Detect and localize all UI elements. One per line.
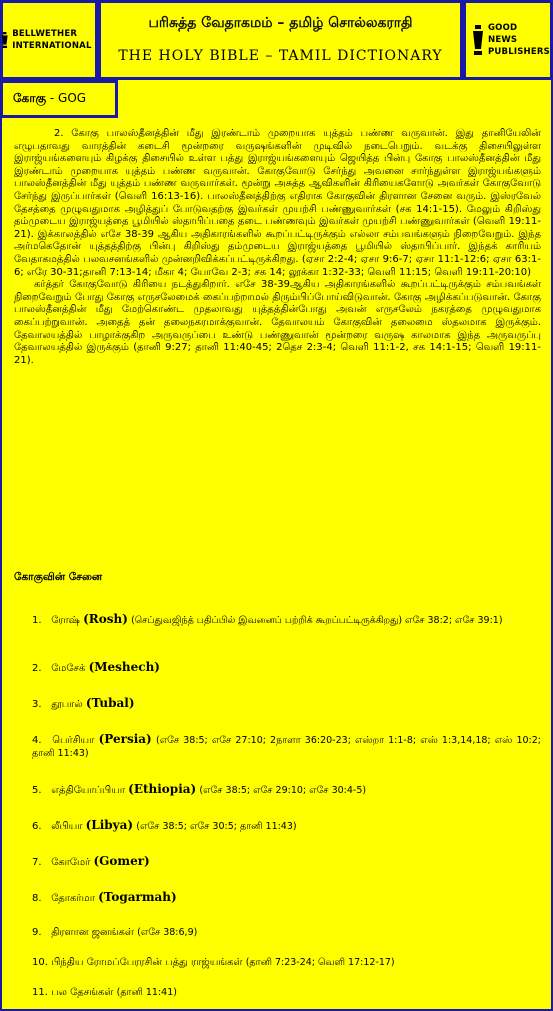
entry-separator: -: [46, 91, 59, 105]
item-tamil: லீபியா: [51, 821, 83, 832]
item-number: 9.: [32, 927, 42, 938]
item-reference: (தானி 7:23-24; வெளி 17:12-17): [245, 957, 395, 968]
item-number: 4.: [32, 735, 42, 746]
good-news-logo: [463, 0, 553, 80]
item-tamil: பெர்சியா: [52, 735, 95, 746]
item-english: (Ethiopia): [128, 782, 197, 796]
entry-word-tamil: கோகு: [13, 91, 47, 105]
list-item: [32, 783, 541, 797]
list-item: [32, 985, 541, 999]
item-number: 5.: [32, 785, 42, 796]
left-logo-text: BELLWETHER INTERNATIONAL: [12, 29, 92, 51]
item-number: 11.: [32, 987, 48, 998]
item-tamil: தோகர்மா: [51, 893, 95, 904]
item-english: (Persia): [98, 732, 152, 746]
item-tamil: திரளான ஜனங்கள்: [51, 927, 134, 938]
item-english: (Togarmah): [98, 890, 177, 904]
list-item: [32, 819, 541, 833]
item-number: 1.: [32, 615, 42, 626]
item-number: 6.: [32, 821, 42, 832]
list-item: [32, 733, 541, 760]
item-tamil: மேசேக்: [51, 663, 86, 674]
entry-word-english: GOG: [58, 91, 87, 105]
title-box: [98, 0, 463, 80]
list-item: [32, 661, 541, 675]
item-english: (Libya): [85, 818, 134, 832]
section-title: கோகுவின் சேனை: [14, 571, 103, 583]
item-tamil: பல தேசங்கள்: [51, 987, 114, 998]
header: [0, 0, 553, 80]
item-number: 7.: [32, 857, 42, 868]
list-item: [32, 955, 541, 969]
paragraph: கர்த்தர் கோகுவோடு கிரியை நடத்துகிறார். எசே 38-39ஆகிய அதிகாரங்களில் கூறப்பட்டிருக்கும் சம்பவங்கள் நிறைவேறும் போது கோகு எருசலேமைக் கைப்பற்றாமல் திரும்பிப்போய்விடுவான். கோகு அழிக்கப்படுவான். கோகு பாலஸ்தீனத்தின் மீது மேற்கொண்ட முதலாவது யுத்தத்தின்போது அவன் எருசலேம் நகரத்தை முழுவதுமாக கைப்பற்றுவான். அதைத் தன் தலைநகரமாக்குவான். தேவாலயம் கோகுவின் தலைமை ஸ்தலமாக இருக்கும். தேவாலயத்தில் பாழாக்குகிற அருவருப்பை உண்டு பண்ணுவான் மூன்றரை வருஷ காலமாக இந்த அருவருப்பு தேவாலயத்தில் இருக்கும் (தானி 9:27; தானி 11:40-45; 2தெச 2:3-4; வெளி 11:1-2, சக 14:1-15; வெளி 19:11-21).: [14, 279, 541, 366]
item-tamil: எத்தியோப்பியா: [51, 785, 125, 796]
list-item: [32, 613, 541, 627]
item-english: (Rosh): [83, 612, 128, 626]
item-tamil: கோமேர்: [51, 857, 91, 868]
item-number: 8.: [32, 893, 42, 904]
item-reference: (எசே 38:6,9): [137, 927, 198, 938]
right-logo-text: GOOD NEWS PUBLISHERS: [488, 23, 550, 57]
item-tamil: தூபால்: [51, 699, 83, 710]
list-item: [32, 697, 541, 711]
list-item: [32, 925, 541, 939]
bellwether-logo: [0, 0, 98, 80]
item-english: (Tubal): [85, 696, 135, 710]
item-reference: (எசே 38:5; எசே 30:5; தானி 11:43): [136, 821, 297, 832]
lamp-icon: [472, 23, 484, 57]
entry-body: [14, 128, 541, 367]
item-tamil: பிந்திய ரோமப்பேரரசின் பத்து ராஜ்யங்கள்: [51, 957, 243, 968]
item-number: 3.: [32, 699, 42, 710]
list-item: [32, 855, 541, 869]
title-english: THE HOLY BIBLE – TAMIL DICTIONARY: [118, 48, 443, 64]
item-tamil: ரோஷ்: [51, 615, 80, 626]
item-number: 2.: [32, 663, 42, 674]
item-reference: (எசே 38:5; எசே 29:10; எசே 30:4-5): [199, 785, 367, 796]
item-reference: (எசே 38:5; எசே 27:10; 2நாளா 36:20-23; எஸ்றா 1:1-8; எஸ் 1:3,14,18; எஸ் 10:2; தானி 11:43): [32, 735, 541, 759]
paragraph: 2. கோகு பாலஸ்தீனத்தின் மீது இரண்டாம் முறையாக யுத்தம் பண்ண வருவான். இது தானியேலின் எழுபதாவது வாரத்தின் கடைசி மூன்றரை வருஷங்களின் முடிவில் நடைபெறும். வடக்கு திசையிலுள்ள இராஜ்யங்களையும் கிழக்கு திசையில் உள்ள பத்து இராஜ்யங்களையும் ஜெயித்த பின்பு கோகு பாலஸ்தீனத்தின் மீது இரண்டாம் முறையாக யுத்தம் பண்ண வருவான். கோகுவோடு சேர்ந்து அவனை சார்ந்துள்ள இராஜ்யங்களும் பாலஸ்தீனத்தின் மீது யுத்தம் பண்ண வருவார்கள். மூன்று அசுத்த ஆவிகளின் கிரியைகளோடு அவர்கள் கோகுவோடு சேர்ந்து இருப்பார்கள் (வெளி 16:13-16). பாலஸ்தீனத்திற்கு எதிராக கோகுவின் திரளான சேனை வரும். இஸ்ரவேல் தேசத்தை முழுவதுமாக அழித்துப் போடுவதற்கு இவர்கள் முயற்சி பண்ணுவார்கள் (சக 14:1-15). மேலும் கிறிஸ்து தம்முடைய இராஜ்யத்தை பூமியில் ஸ்தாபிப்பதை தடை பண்ணவும் இவர்கள் முயற்சி பண்ணுவார்கள் (வெளி 19:11-21). இக்காலத்தில் எசே 38-39 ஆகிய அதிகாரங்களில் கூறப்பட்டிருக்கும் எல்லா சம்பவங்களும் நிறைவேறும். இந்த அர்மகெதோன் யுத்தத்திற்கு பின்பு கிறிஸ்து தம்முடைய இராஜ்யத்தை பூமியில் ஸ்தாபிப்பார். இந்தக் காரியம் வேதாகமத்தில் பலவசனங்களில் முன்னறிவிக்கப்பட்டிருக்கிறது. (ஏசா 2:2-4; ஏசா 9:6-7; ஏசா 11:1-12:6; ஏசா 63:1-6; எரே 30-31;தானி 7:13-14; மீகா 4; யோவே 2-3; சக 14; லூக்கா 1:32-33; வெளி 11:15; வெளி 19:11-20:10): [14, 128, 542, 278]
entry-word: [0, 80, 118, 118]
item-english: (Gomer): [93, 854, 150, 868]
item-number: 10.: [32, 957, 48, 968]
title-tamil: பரிசுத்த வேதாகமம் – தமிழ் சொல்லகராதி: [148, 15, 413, 31]
item-english: (Meshech): [88, 660, 160, 674]
item-reference: (செப்துவஜிந்த் பதிப்பில் இவனைப் பற்றிக் கூறப்பட்டிருக்கிறது) எசே 38:2; எசே 39:1): [131, 615, 503, 626]
item-reference: (தானி 11:41): [116, 987, 177, 998]
list-item: [32, 891, 541, 905]
lamp-icon: [1, 24, 8, 56]
